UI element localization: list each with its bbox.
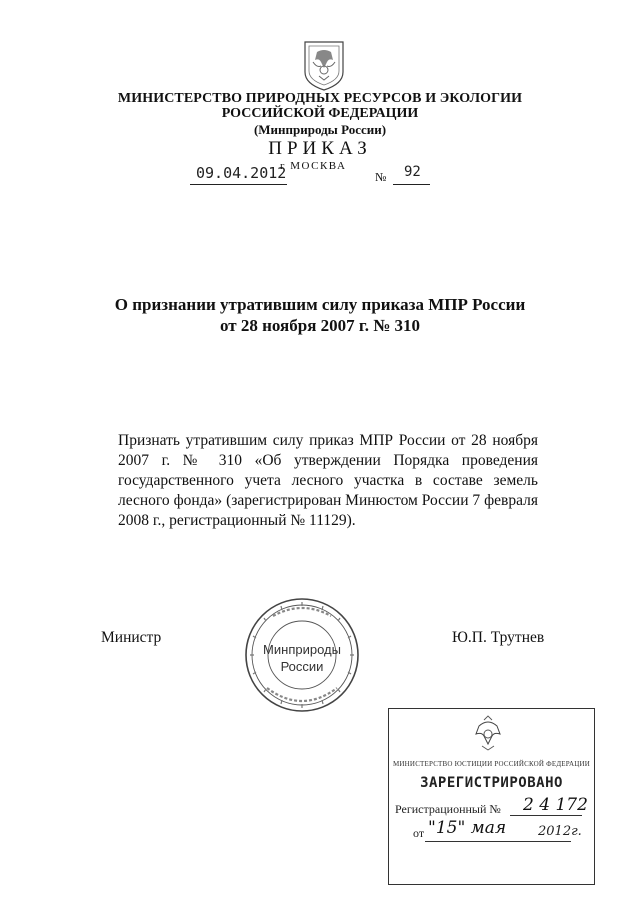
document-type: ПРИКАЗ	[268, 138, 372, 159]
registration-organization: МИНИСТЕРСТВО ЮСТИЦИИ РОССИЙСКОЙ ФЕДЕРАЦИИ	[393, 760, 590, 768]
ministry-short-name: (Минприроды России)	[253, 122, 387, 137]
seal-text-line2: России	[280, 659, 324, 674]
signatory-name: Ю.П. Трутнев	[452, 629, 545, 646]
registration-date-label: от	[413, 826, 425, 840]
order-body-text: Признать утратившим силу приказ МПР России от 28 ноября 2007 г. № 310 «Об утверждении Порядка проведения государственного учета лесного участка в составе земель лесного фонда» (зарегистрирован Минюстом России 7 февраля 2008 г., регистрационный № 11129).	[118, 432, 538, 529]
registration-status: ЗАРЕГИСТРИРОВАНО	[420, 775, 563, 791]
registration-date-underline	[425, 841, 571, 842]
registration-number-underline	[510, 815, 582, 816]
order-date: 09.04.2012	[196, 164, 287, 182]
ministry-name-line1: МИНИСТЕРСТВО ПРИРОДНЫХ РЕСУРСОВ И ЭКОЛОГИИ	[117, 91, 523, 106]
registration-number: 2 4 172	[523, 795, 588, 815]
date-underline	[190, 184, 287, 185]
ministry-name-line2: РОССИЙСКОЙ ФЕДЕРАЦИИ	[221, 106, 419, 121]
seal-text	[243, 641, 361, 675]
order-number: 92	[404, 164, 421, 180]
order-title-line1: О признании утратившим силу приказа МПР России	[114, 295, 526, 314]
coat-of-arms-small-icon	[470, 714, 506, 754]
registration-number-label: Регистрационный №	[395, 802, 501, 816]
registration-year: 2012г.	[538, 824, 582, 839]
number-underline	[393, 184, 430, 185]
signatory-role: Министр	[101, 629, 162, 646]
seal-text-line1: Минприроды	[263, 642, 341, 657]
registration-date: "15" мая	[428, 818, 507, 838]
order-city: г МОСКВА	[280, 160, 347, 172]
order-title-line2: от 28 ноября 2007 г. № 310	[219, 316, 421, 335]
order-number-label: №	[375, 170, 387, 184]
coat-of-arms-icon	[299, 38, 349, 92]
